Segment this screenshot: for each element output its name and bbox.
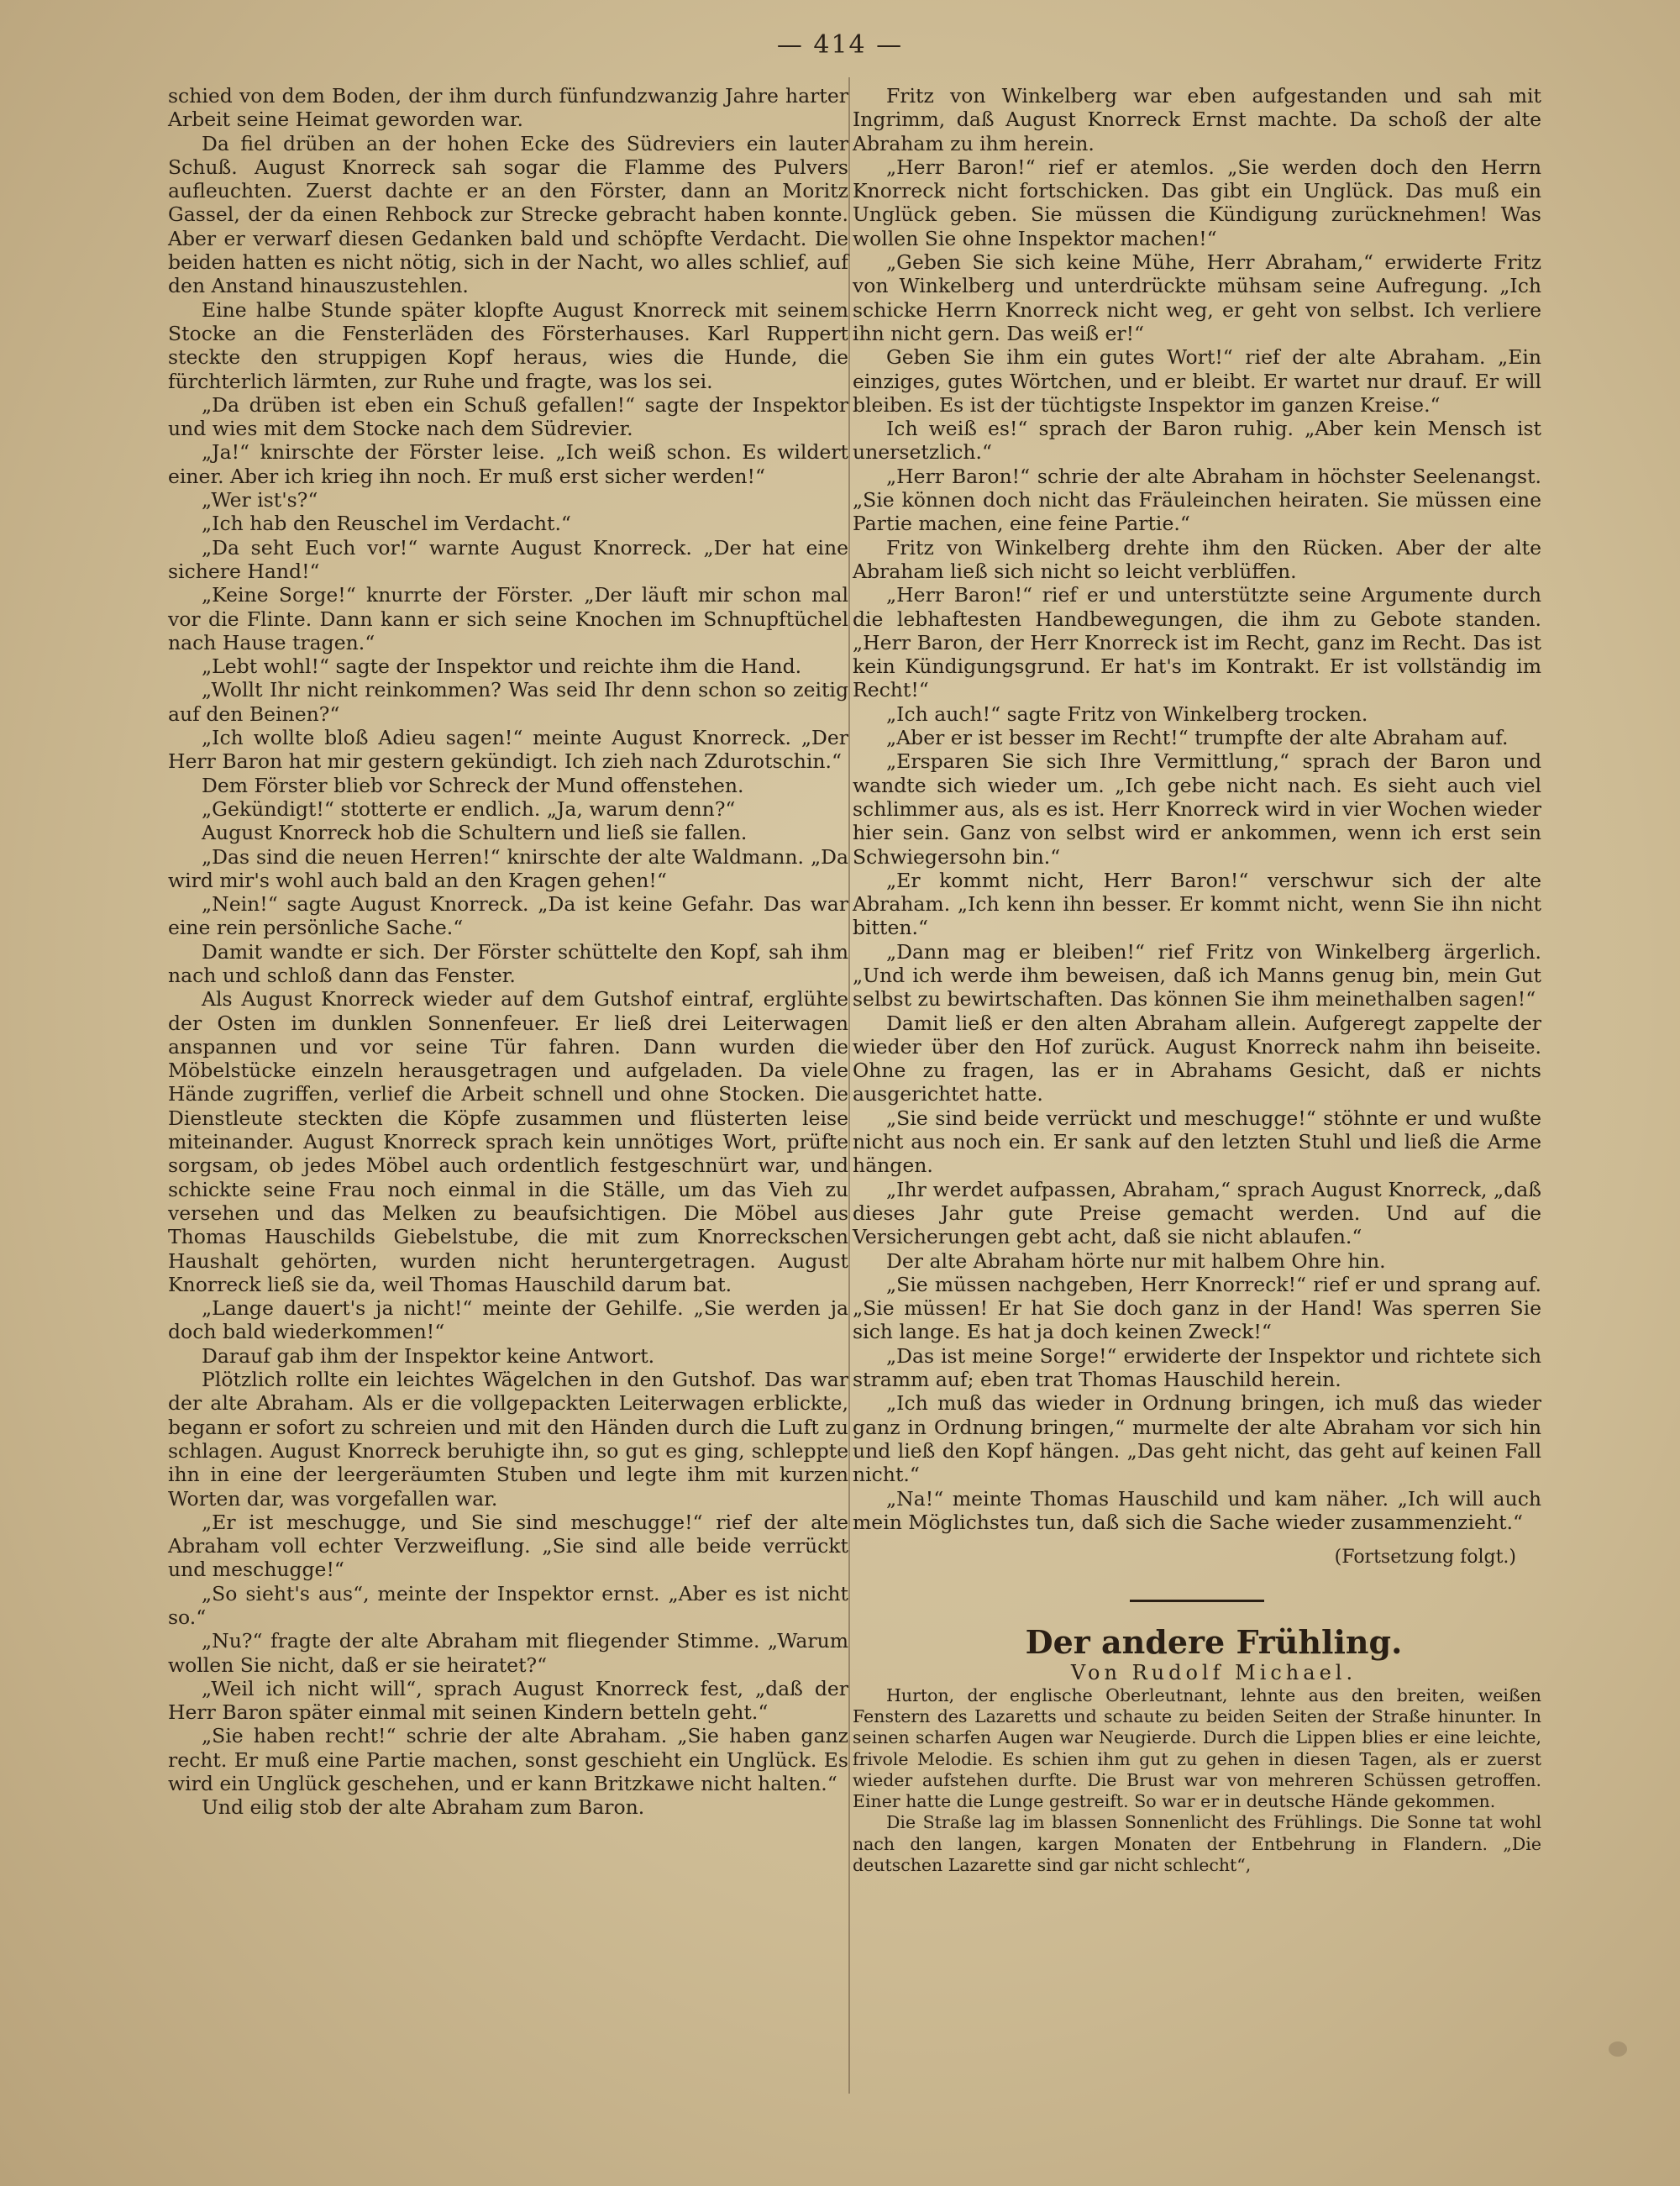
- right-column: [853, 84, 1541, 1876]
- paper-stain: [1609, 2041, 1627, 2057]
- paragraph: Ich weiß es!“ sprach der Baron ruhig. „Aber kein Mensch ist unersetzlich.“: [853, 417, 1541, 465]
- paragraph: Als August Knorreck wieder auf dem Gutshof eintraf, erglühte der Osten im dunklen Sonnenfeuer. Er ließ drei Leiterwagen anspannen und vor seine Tür fahren. Dann wurden die Möbelstücke einzeln herausgetragen und aufgeladen. Da viele Hände zugriffen, verlief die Arbeit schnell und ohne Stocken. Die Dienstleute steckten die Köpfe zusammen und flüsterten leise miteinander. August Knorreck sprach kein unnötiges Wort, prüfte sorgsam, ob jedes Möbel auch ordentlich festgeschnürt war, und schickte seine Frau noch einmal in die Ställe, um das Vieh zu versehen und das Melken zu beaufsichtigen. Die Möbel aus Thomas Hauschilds Giebelstube, die mit zum Knorreckschen Haushalt gehörten, wurden nicht heruntergetragen. August Knorreck ließ sie da, weil Thomas Hauschild darum bat.: [168, 987, 848, 1296]
- section-divider-rule: [1130, 1600, 1264, 1602]
- paragraph: „Das sind die neuen Herren!“ knirschte der alte Waldmann. „Da wird mir's wohl auch bald an den Kragen gehen!“: [168, 844, 848, 892]
- continuation-note: (Fortsetzung folgt.): [1334, 1547, 1516, 1569]
- paragraph: „Gekündigt!“ stotterte er endlich. „Ja, warum denn?“: [202, 796, 736, 821]
- paragraph: Hurton, der englische Oberleutnant, lehnte aus den breiten, weißen Fenstern des Lazaretts und schaute zu beiden Seiten der Straße hinunter. In seinen scharfen Augen war Neugierde. Durch die Lippen blies er eine leichte, frivole Melodie. Es schien ihm gut zu gehen in diesen Tagen, als er zuerst wieder aufstehen durfte. Die Brust war von mehreren Schüssen getroffen. Einer hatte die Lunge gestreift. So war er in deutsche Hände gekommen.: [853, 1684, 1541, 1812]
- paragraph: „Geben Sie sich keine Mühe, Herr Abraham,“ erwiderte Fritz von Winkelberg und unterdrückte mühsam seine Aufregung. „Ich schicke Herrn Knorreck nicht weg, er geht von selbst. Ich verliere ihn nicht gern. Das weiß er!“: [853, 250, 1541, 345]
- paragraph: Und eilig stob der alte Abraham zum Baron.: [202, 1795, 645, 1820]
- paragraph: „Da drüben ist eben ein Schuß gefallen!“ sagte der Inspektor und wies mit dem Stocke nach dem Südrevier.: [168, 392, 848, 441]
- paragraph: „Weil ich nicht will“, sprach August Knorreck fest, „daß der Herr Baron später einmal mit seinen Kindern betteln geht.“: [168, 1676, 848, 1725]
- paragraph: Da fiel drüben an der hohen Ecke des Südreviers ein lauter Schuß. August Knorreck sah sogar die Flamme des Pulvers aufleuchten. Zuerst dachte er an den Förster, dann an Moritz Gassel, der da einen Rehbock zur Strecke gebracht haben konnte. Aber er verwarf diesen Gedanken bald und schöpfte Verdacht. Die beiden hatten es nicht nötig, sich in der Nacht, wo alles schlief, auf den Anstand hinauszustehlen.: [168, 131, 848, 298]
- paragraph: „Da seht Euch vor!“ warnte August Knorreck. „Der hat eine sichere Hand!“: [168, 535, 848, 583]
- paragraph: „Sie müssen nachgeben, Herr Knorreck!“ rief er und sprang auf. „Sie müssen! Er hat Sie doch ganz in der Hand! Was sperren Sie sich lange. Es hat ja doch keinen Zweck!“: [853, 1272, 1541, 1344]
- paragraph: „Na!“ meinte Thomas Hauschild und kam näher. „Ich will auch mein Möglichstes tun, daß sich die Sache wieder zusammenzieht.“: [853, 1486, 1541, 1534]
- paragraph: „Sie haben recht!“ schrie der alte Abraham. „Sie haben ganz recht. Er muß eine Partie machen, sonst geschieht ein Unglück. Es wird ein Unglück geschehen, und er kann Britzkawe nicht halten.“: [168, 1724, 848, 1796]
- story-author: Von Rudolf Michael.: [1070, 1661, 1357, 1685]
- paragraph: „Lange dauert's ja nicht!“ meinte der Gehilfe. „Sie werden ja doch bald wiederkommen!“: [168, 1296, 848, 1344]
- paragraph: „Nein!“ sagte August Knorreck. „Da ist keine Gefahr. Das war eine rein persönliche Sache.“: [168, 892, 848, 940]
- paragraph: „Ich auch!“ sagte Fritz von Winkelberg trocken.: [886, 702, 1368, 726]
- paragraph: „Ersparen Sie sich Ihre Vermittlung,“ sprach der Baron und wandte sich wieder um. „Ich gebe nicht nach. Es sieht auch viel schlimmer aus, als es ist. Herr Knorreck wird in vier Wochen wieder hier sein. Ganz von selbst wird er ankommen, wenn ich erst sein Schwiegersohn bin.“: [853, 749, 1541, 869]
- paragraph: „Aber er ist besser im Recht!“ trumpfte der alte Abraham auf.: [886, 726, 1509, 750]
- paragraph: Plötzlich rollte ein leichtes Wägelchen in den Gutshof. Das war der alte Abraham. Als er die vollgepackten Leiterwagen erblickte, begann er sofort zu schreien und mit den Händen durch die Luft zu schlagen. August Knorreck beruhigte ihn, so gut es ging, schleppte ihn in eine der leergeräumten Stuben und legte ihm mit kurzen Worten dar, was vorgefallen war.: [168, 1368, 848, 1511]
- story-title: Der andere Frühling.: [1025, 1623, 1403, 1662]
- paragraph: Fritz von Winkelberg drehte ihm den Rücken. Aber der alte Abraham ließ sich nicht so leicht verblüffen.: [853, 535, 1541, 583]
- paragraph: „Sie sind beide verrückt und meschugge!“ stöhnte er und wußte nicht aus noch ein. Er sank auf den letzten Stuhl und ließ die Arme hängen.: [853, 1106, 1541, 1178]
- paragraph: „Ja!“ knirschte der Förster leise. „Ich weiß schon. Es wildert einer. Aber ich krieg ihn noch. Er muß erst sicher werden!“: [168, 440, 848, 488]
- paragraph: „Nu?“ fragte der alte Abraham mit fliegender Stimme. „Warum wollen Sie nicht, daß er sie heiratet?“: [168, 1629, 848, 1677]
- paragraph: Damit wandte er sich. Der Förster schüttelte den Kopf, sah ihm nach und schloß dann das Fenster.: [168, 939, 848, 987]
- paragraph: Damit ließ er den alten Abraham allein. Aufgeregt zappelte der wieder über den Hof zurück. August Knorreck nahm ihn beiseite. Ohne zu fragen, las er in Abrahams Gesicht, daß er nichts ausgerichtet hatte.: [853, 1011, 1541, 1106]
- paragraph: Der alte Abraham hörte nur mit halbem Ohre hin.: [886, 1248, 1386, 1273]
- paragraph: „Lebt wohl!“ sagte der Inspektor und reichte ihm die Hand.: [202, 654, 802, 679]
- paragraph: Dem Förster blieb vor Schreck der Mund offenstehen.: [202, 773, 744, 797]
- story-body: [853, 1685, 1541, 1877]
- paragraph: „Herr Baron!“ rief er atemlos. „Sie werden doch den Herrn Knorreck nicht fortschicken. Das gibt ein Unglück. Das muß ein Unglück geben. Sie müssen die Kündigung zurücknehmen! Was wollen Sie ohne Inspektor machen!“: [853, 155, 1541, 250]
- paragraph: „Ich wollte bloß Adieu sagen!“ meinte August Knorreck. „Der Herr Baron hat mir gestern gekündigt. Ich zieh nach Zdurotschin.“: [168, 726, 848, 774]
- paragraph: „Dann mag er bleiben!“ rief Fritz von Winkelberg ärgerlich. „Und ich werde ihm beweisen, daß ich Manns genug bin, mein Gut selbst zu bewirtschaften. Das können Sie ihm meinethalben sagen!“: [853, 939, 1541, 1012]
- paragraph: schied von dem Boden, der ihm durch fünfundzwanzig Jahre harter Arbeit seine Heimat geworden war.: [168, 84, 848, 132]
- paragraph: „Er ist meschugge, und Sie sind meschugge!“ rief der alte Abraham voll echter Verzweiflung. „Sie sind alle beide verrückt und meschugge!“: [168, 1510, 848, 1582]
- paragraph: „So sieht's aus“, meinte der Inspektor ernst. „Aber es ist nicht so.“: [168, 1581, 848, 1629]
- paragraph: „Das ist meine Sorge!“ erwiderte der Inspektor und richtete sich stramm auf; eben trat Thomas Hauschild herein.: [853, 1343, 1541, 1392]
- left-column: [168, 84, 848, 1820]
- paragraph: Geben Sie ihm ein gutes Wort!“ rief der alte Abraham. „Ein einziges, gutes Wörtchen, und er bleibt. Er wartet nur drauf. Er will bleiben. Es ist der tüchtigste Inspektor im ganzen Kreise.“: [853, 345, 1541, 417]
- paragraph: August Knorreck hob die Schultern und ließ sie fallen.: [202, 821, 748, 845]
- paragraph: Fritz von Winkelberg war eben aufgestanden und sah mit Ingrimm, daß August Knorreck Ernst machte. Da schoß der alte Abraham zu ihm herein.: [853, 84, 1541, 155]
- paragraph: „Ihr werdet aufpassen, Abraham,“ sprach August Knorreck, „daß dieses Jahr gute Preise gemacht werden. Und auf die Versicherungen gebt acht, daß sie nicht ablaufen.“: [853, 1177, 1541, 1249]
- column-divider: [848, 77, 850, 2094]
- paragraph: Darauf gab ihm der Inspektor keine Antwort.: [202, 1343, 655, 1368]
- paragraph: „Herr Baron!“ rief er und unterstützte seine Argumente durch die lebhaftesten Handbewegungen, die ihm zu Gebote standen. „Herr Baron, der Herr Knorreck ist im Recht, ganz im Recht. Das ist kein Kündigungsgrund. Er hat's im Kontrakt. Er ist vollständig im Recht!“: [853, 583, 1541, 702]
- paragraph: „Wer ist's?“: [202, 488, 318, 512]
- paragraph: Eine halbe Stunde später klopfte August Knorreck mit seinem Stocke an die Fensterläden des Försterhauses. Karl Ruppert steckte den struppigen Kopf heraus, wies die Hunde, die fürchterlich lärmten, zur Ruhe und fragte, was los sei.: [168, 297, 848, 393]
- paragraph: „Keine Sorge!“ knurrte der Förster. „Der läuft mir schon mal vor die Flinte. Dann kann er sich seine Knochen im Schnupftüchel nach Hause tragen.“: [168, 583, 848, 654]
- paragraph: „Wollt Ihr nicht reinkommen? Was seid Ihr denn schon so zeitig auf den Beinen?“: [168, 678, 848, 726]
- paragraph: „Ich muß das wieder in Ordnung bringen, ich muß das wieder ganz in Ordnung bringen,“ murmelte der alte Abraham vor sich hin und ließ den Kopf hängen. „Das geht nicht, das geht auf keinen Fall nicht.“: [853, 1391, 1541, 1487]
- serial-continuation-text: [853, 84, 1541, 1534]
- paragraph: „Ich hab den Reuschel im Verdacht.“: [202, 512, 571, 536]
- paragraph: Die Straße lag im blassen Sonnenlicht des Frühlings. Die Sonne tat wohl nach den langen, kargen Monaten der Entbehrung in Flandern. „Die deutschen Lazarette sind gar nicht schlecht“,: [853, 1812, 1541, 1876]
- page-number: — 414 —: [776, 30, 904, 60]
- paragraph: „Er kommt nicht, Herr Baron!“ verschwur sich der alte Abraham. „Ich kenn ihn besser. Er kommt nicht, wenn Sie ihn nicht bitten.“: [853, 868, 1541, 940]
- paragraph: „Herr Baron!“ schrie der alte Abraham in höchster Seelenangst. „Sie können doch nicht das Fräuleinchen heiraten. Sie müssen eine Partie machen, eine feine Partie.“: [853, 464, 1541, 536]
